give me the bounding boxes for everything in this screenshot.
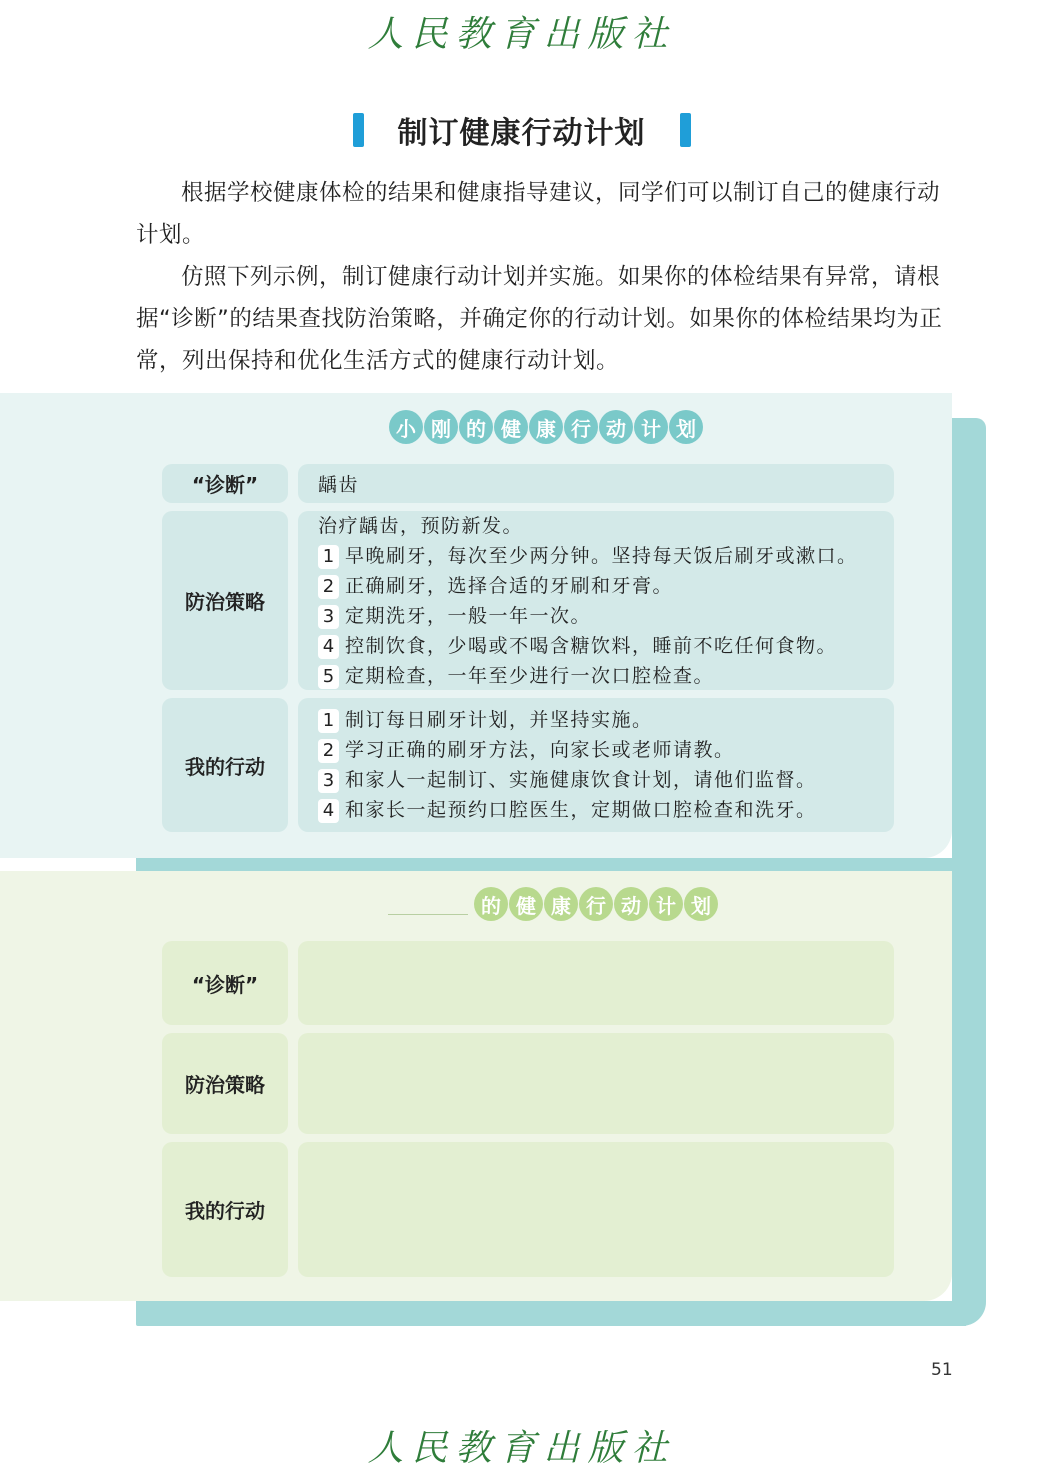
blank-action-label: 我的行动 <box>162 1142 288 1277</box>
item-number: 3 <box>318 769 339 793</box>
item-number: 2 <box>318 575 339 599</box>
item-number: 1 <box>318 545 339 569</box>
item-text: 早晚刷牙，每次至少两分钟。坚持每天饭后刷牙或漱口。 <box>345 544 858 567</box>
title-bar-left <box>353 113 364 147</box>
panel-shadow-band <box>952 418 986 1326</box>
heading-char: 行 <box>579 887 613 921</box>
blank-action-field[interactable] <box>298 1142 894 1277</box>
item-number: 4 <box>318 635 339 659</box>
title-bar-right <box>680 113 691 147</box>
heading-char: 动 <box>614 887 648 921</box>
list-item <box>318 765 817 795</box>
item-text: 定期洗牙，一般一年一次。 <box>345 604 592 627</box>
panel-shadow-band-bottom <box>136 1301 966 1326</box>
intro-text <box>136 172 954 382</box>
heading-char: 康 <box>544 887 578 921</box>
item-number: 3 <box>318 605 339 629</box>
heading-char: 的 <box>474 887 508 921</box>
heading-char: 划 <box>684 887 718 921</box>
strategy-intro: 治疗龋齿，预防新发。 <box>318 514 524 537</box>
item-text: 定期检查，一年至少进行一次口腔检查。 <box>345 664 715 687</box>
page-number: 51 <box>931 1360 953 1380</box>
item-text: 和家人一起制订、实施健康饮食计划，请他们监督。 <box>345 769 817 791</box>
heading-char: 动 <box>599 410 633 444</box>
blank-diagnosis-field[interactable] <box>298 941 894 1025</box>
publisher-logo-bottom: 人民教育出版社 <box>367 1428 676 1469</box>
item-text: 正确刷牙，选择合适的牙刷和牙膏。 <box>345 574 674 597</box>
heading-char: 计 <box>634 410 668 444</box>
list-item <box>318 631 837 661</box>
heading-char: 健 <box>509 887 543 921</box>
list-item <box>318 795 817 825</box>
item-number: 2 <box>318 739 339 763</box>
list-item <box>318 541 858 571</box>
name-fill-line[interactable] <box>388 914 468 915</box>
list-item <box>318 601 591 631</box>
heading-char: 行 <box>564 410 598 444</box>
list-item <box>318 661 714 691</box>
diagnosis-label: “诊断” <box>162 464 288 503</box>
item-number: 4 <box>318 799 339 823</box>
section-title-text: 制订健康行动计划 <box>397 116 646 151</box>
item-text: 制订每日刷牙计划，并坚持实施。 <box>345 709 653 731</box>
heading-char: 小 <box>389 410 423 444</box>
blank-plan-heading <box>474 887 718 921</box>
heading-char: 刚 <box>424 410 458 444</box>
strategy-list <box>298 511 894 690</box>
item-number: 5 <box>318 665 339 689</box>
action-label: 我的行动 <box>162 698 288 832</box>
list-item <box>318 571 673 601</box>
diagnosis-value: 龋齿 <box>298 464 894 503</box>
item-text: 学习正确的刷牙方法，向家长或老师请教。 <box>345 739 735 761</box>
blank-strategy-label: 防治策略 <box>162 1033 288 1134</box>
publisher-logo-top: 人民教育出版社 <box>367 14 676 55</box>
heading-char: 健 <box>494 410 528 444</box>
heading-char: 的 <box>459 410 493 444</box>
list-item <box>318 735 735 765</box>
list-item <box>318 705 653 735</box>
item-text: 和家长一起预约口腔医生，定期做口腔检查和洗牙。 <box>345 799 817 821</box>
action-list <box>298 698 894 832</box>
blank-strategy-field[interactable] <box>298 1033 894 1134</box>
heading-char: 计 <box>649 887 683 921</box>
intro-paragraph-1: 根据学校健康体检的结果和健康指导建议，同学们可以制订自己的健康行动计划。 <box>136 180 941 248</box>
panel-shadow-band-separator <box>136 858 966 871</box>
heading-char: 康 <box>529 410 563 444</box>
example-plan-heading <box>389 410 703 444</box>
blank-diagnosis-label: “诊断” <box>162 941 288 1025</box>
strategy-label: 防治策略 <box>162 511 288 690</box>
item-number: 1 <box>318 709 339 733</box>
heading-char: 划 <box>669 410 703 444</box>
section-title <box>0 108 1043 152</box>
intro-paragraph-2: 仿照下列示例，制订健康行动计划并实施。如果你的体检结果有异常，请根据“诊断”的结果查找防治策略，并确定你的行动计划。如果你的体检结果均为正常，列出保持和优化生活方式的健康行动计划。 <box>136 264 943 374</box>
item-text: 控制饮食，少喝或不喝含糖饮料，睡前不吃任何食物。 <box>345 634 838 657</box>
